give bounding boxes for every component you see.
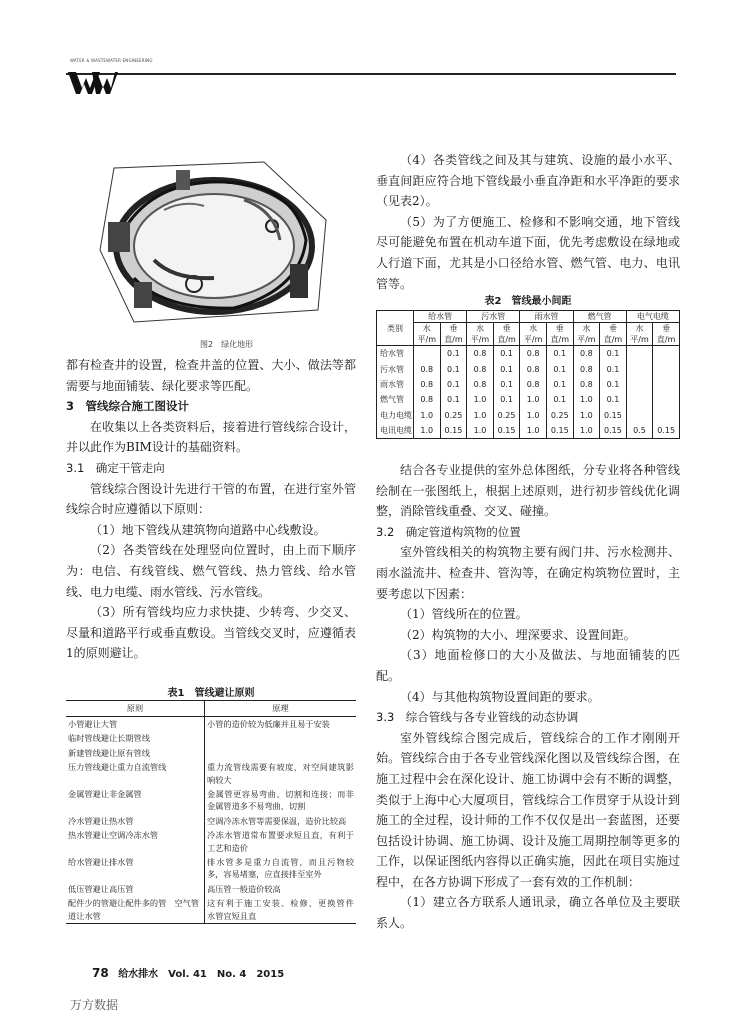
table-cell: 0.1 [600, 392, 627, 407]
table-cell [414, 346, 441, 362]
left-column [66, 355, 356, 664]
paragraph: 都有检查井的设置，检查井盖的位置、大小、做法等都需要与地面铺装、绿化要求等匹配。 [66, 358, 356, 393]
subsection-heading: 3.2 确定管道构筑物的位置 [376, 524, 521, 539]
table-row [66, 717, 356, 732]
right-column-bottom [376, 460, 680, 934]
right-column-top [376, 150, 680, 294]
table2-sub-header: 垂直/m [653, 323, 680, 346]
table2-sub-header: 垂直/m [440, 323, 467, 346]
table-cell: 小管的造价较为低廉并且易于安装 [207, 719, 330, 729]
table-cell [626, 392, 653, 407]
paragraph: （4）与其他构筑物设置间距的要求。 [400, 689, 600, 704]
table-cell: 给水管 [377, 346, 414, 362]
paragraph: 管线综合图设计先进行干管的布置，在进行室外管线综合时应遵循以下原则： [66, 481, 356, 517]
table-cell: 0.1 [546, 392, 573, 407]
table2-sub-header: 水平/m [573, 323, 600, 346]
table-cell [653, 346, 680, 362]
table-cell: 0.25 [493, 408, 520, 423]
table-cell: 燃气管 [377, 392, 414, 407]
table-cell: 0.25 [546, 408, 573, 423]
table-row [66, 896, 356, 923]
table-cell: 压力管线避让重力自流管线 [66, 760, 205, 787]
table-row [66, 855, 356, 882]
table-cell: 1.0 [467, 408, 494, 423]
table2-sub-header: 垂直/m [600, 323, 627, 346]
journal-citation: 给水排水 Vol. 41 No. 4 2015 [118, 969, 285, 980]
table-cell: 雨水管 [377, 377, 414, 392]
table-cell: 0.1 [440, 361, 467, 376]
table-cell [205, 746, 357, 760]
table-cell: 0.8 [520, 346, 547, 362]
table-row [66, 828, 356, 855]
table-cell: 0.15 [546, 423, 573, 439]
table-cell: 排水管多是重力自流管，而且污物较多，容易堵塞，应直接排至室外 [207, 857, 354, 880]
table-row [377, 423, 680, 439]
table-cell: 0.8 [414, 377, 441, 392]
table-row [377, 408, 680, 423]
paragraph: （1）管线所在的位置。 [400, 607, 528, 622]
table-cell: 1.0 [573, 408, 600, 423]
page-number: 78 [92, 966, 109, 980]
table-cell: 0.1 [493, 361, 520, 376]
table-row [66, 814, 356, 828]
table-cell [626, 408, 653, 423]
paragraph: （3）所有管线均应力求快捷、少转弯、少交叉、尽量和道路平行或垂直敷设。当管线交叉时，应遵循表1的原则避让。 [66, 605, 356, 661]
table-row [377, 361, 680, 376]
table-cell: 0.1 [600, 346, 627, 362]
table-cell: 低压管避让高压管 [66, 882, 205, 896]
table-row [66, 731, 356, 745]
table-cell: 0.15 [440, 423, 467, 439]
table2-group-header: 电气电缆 [626, 311, 679, 323]
table-cell: 1.0 [520, 392, 547, 407]
paragraph: （3）地面检修口的大小及做法、与地面铺装的匹配。 [376, 648, 680, 683]
table-cell: 1.0 [520, 423, 547, 439]
figure-caption: 图2 绿化地形 [200, 340, 254, 349]
table-cell: 0.8 [573, 346, 600, 362]
table-cell: 小管避让大管 [66, 717, 205, 732]
table-cell: 0.8 [520, 377, 547, 392]
paragraph: （1）建立各方联系人通讯录，确立各单位及主要联系人。 [376, 895, 680, 931]
table-cell: 电讯电缆 [377, 423, 414, 439]
site-plan-figure [94, 160, 334, 330]
table-cell: 0.8 [573, 377, 600, 392]
table2-sub-header: 水平/m [467, 323, 494, 346]
table-cell: 金属管避让非金属管 [66, 787, 205, 814]
table-cell [626, 346, 653, 362]
watermark: 万方数据 [70, 998, 119, 1012]
table-cell: 新建管线避让原有管线 [66, 746, 205, 760]
table-cell: 电力电缆 [377, 408, 414, 423]
table-cell: 1.0 [467, 392, 494, 407]
table-cell: 1.0 [414, 423, 441, 439]
table-cell [626, 377, 653, 392]
table2-group-header: 给水管 [414, 311, 467, 323]
table-cell: 0.5 [626, 423, 653, 439]
table-cell: 0.1 [440, 377, 467, 392]
table-cell: 临时管线避让长期管线 [66, 731, 205, 745]
table2-category-header: 类别 [377, 311, 414, 346]
table-cell: 0.8 [573, 361, 600, 376]
table2-group-header: 燃气管 [573, 311, 626, 323]
table-cell: 冷冻水管道常布置要求短且直，有利于工艺和造价 [207, 830, 354, 853]
table-cell: 1.0 [467, 423, 494, 439]
table-cell: 0.1 [493, 377, 520, 392]
table-cell: 0.15 [600, 423, 627, 439]
table-cell: 0.1 [600, 377, 627, 392]
table-cell [653, 377, 680, 392]
table-cell: 0.25 [440, 408, 467, 423]
subsection-heading: 3.3 综合管线与各专业管线的动态协调 [376, 710, 579, 725]
table-row [66, 746, 356, 760]
table2-title: 表2 管线最小间距 [484, 296, 572, 307]
table-row [377, 392, 680, 407]
table2-sub-header: 垂直/m [546, 323, 573, 346]
table-row [66, 882, 356, 896]
table-cell: 冷水管避让热水管 [66, 814, 205, 828]
paragraph: （2）构筑物的大小、埋深要求、设置间距。 [400, 627, 636, 642]
table-cell: 给水管避让排水管 [66, 855, 205, 882]
table2-sub-header: 垂直/m [493, 323, 520, 346]
table-cell: 金属管更容易弯曲、切割和连接；而非金属管道多不易弯曲、切割 [207, 789, 354, 812]
table-cell: 热水管避让空调冷冻水管 [66, 828, 205, 855]
table-cell [653, 392, 680, 407]
table-cell: 0.1 [600, 361, 627, 376]
table-cell: 重力流管线需要有坡度，对空间建筑影响较大 [207, 762, 354, 785]
paragraph: 室外管线相关的构筑物主要有阀门井、污水检测井、雨水溢流井、检查井、管沟等，在确定构筑物位置时，主要考虑以下因素： [376, 545, 680, 601]
table-cell: 0.8 [414, 392, 441, 407]
table-cell: 0.8 [414, 361, 441, 376]
table1 [66, 700, 363, 924]
table-cell: 0.15 [493, 423, 520, 439]
table-cell: 0.1 [440, 392, 467, 407]
table-row [377, 346, 680, 362]
table-cell [205, 731, 357, 745]
table-cell: 高压管一般造价较高 [207, 883, 281, 894]
subsection-heading: 3.1 确定干管走向 [66, 460, 165, 475]
page-footer [92, 965, 284, 980]
table-cell [653, 408, 680, 423]
table-cell: 1.0 [573, 423, 600, 439]
table2 [376, 310, 680, 439]
table2-group-header: 雨水管 [520, 311, 573, 323]
table-cell: 0.1 [546, 361, 573, 376]
paragraph: （5）为了方便施工、检修和不影响交通，地下管线尽可能避免布置在机动车道下面，优先考虑敷设在绿地或人行道下面，尤其是小口径给水管、燃气管、电力、电讯管等。 [376, 214, 680, 291]
table-cell: 0.8 [467, 377, 494, 392]
table2-sub-header: 水平/m [626, 323, 653, 346]
table-cell: 1.0 [573, 392, 600, 407]
table1-header: 原则 [66, 701, 205, 717]
table-cell: 空调冷冻水管等需要保温，造价比较高 [207, 815, 347, 826]
section-heading: 3 管线综合施工图设计 [66, 399, 190, 414]
table-cell: 0.1 [546, 346, 573, 362]
paragraph: （2）各类管线在处理竖向位置时，由上而下顺序为：电信、有线管线、燃气管线、热力管线、给水管线、电力电缆、雨水管线、污水管线。 [66, 543, 356, 599]
table-cell: 0.8 [520, 361, 547, 376]
table-cell: 0.1 [493, 392, 520, 407]
paragraph: 结合各专业提供的室外总体图纸，分专业将各种管线绘制在一张图纸上，根据上述原则，进行初步管线优化调整，消除管线重叠、交叉、碰撞。 [376, 463, 680, 519]
table-cell [653, 361, 680, 376]
table-cell: 这有利于施工安装、检修、更换管件 水管宜短且直 [205, 896, 357, 923]
paragraph: （1）地下管线从建筑物向道路中心线敷设。 [90, 522, 326, 537]
table-cell [626, 361, 653, 376]
table-cell: 0.1 [493, 346, 520, 362]
table1-title: 表1 管线避让原则 [167, 688, 255, 699]
paragraph: 在收集以上各类资料后，接着进行管线综合设计，并以此作为BIM设计的基础资料。 [66, 419, 356, 455]
table-cell: 0.8 [467, 346, 494, 362]
table1-header: 原理 [205, 701, 357, 717]
table2-sub-header: 水平/m [414, 323, 441, 346]
table-cell: 0.15 [600, 408, 627, 423]
table-row [66, 760, 356, 787]
table-cell: 1.0 [520, 408, 547, 423]
table-cell: 0.1 [546, 377, 573, 392]
table-row [66, 787, 356, 814]
logo-caption: WATER & WASTEWATER ENGINEERING [70, 58, 153, 63]
paragraph: （4）各类管线之间及其与建筑、设施的最小水平、垂直间距应符合地下管线最小垂直净距和水平净距的要求（见表2）。 [376, 153, 680, 209]
table-cell: 污水管 [377, 361, 414, 376]
table-cell: 配件少的管避让配件多的管 空气管道让水管 [66, 896, 205, 923]
table-cell: 0.15 [653, 423, 680, 439]
table-row [377, 377, 680, 392]
journal-logo [66, 62, 118, 96]
header-rule [66, 73, 676, 75]
paragraph: 室外管线综合图完成后，管线综合的工作才刚刚开始。管线综合由于各专业管线深化图以及管线综合图，在施工过程中会在深化设计、施工协调中会有不断的调整，类似于上海中心大厦项目，管线综合工作贯穿于从设计到施工的全过程，设计师的工作不仅仅是出一套蓝图，还要包括设计协调、施工协调、设计及施工周期控制等更多的工作，以保证图纸内容得以正确实施，因此在项目实施过程中，在各方协调下形成了一套有效的工作机制： [376, 730, 680, 889]
table2-sub-header: 水平/m [520, 323, 547, 346]
table-cell: 0.1 [440, 346, 467, 362]
table-cell: 0.8 [467, 361, 494, 376]
table2-group-header: 污水管 [467, 311, 520, 323]
table-cell: 1.0 [414, 408, 441, 423]
